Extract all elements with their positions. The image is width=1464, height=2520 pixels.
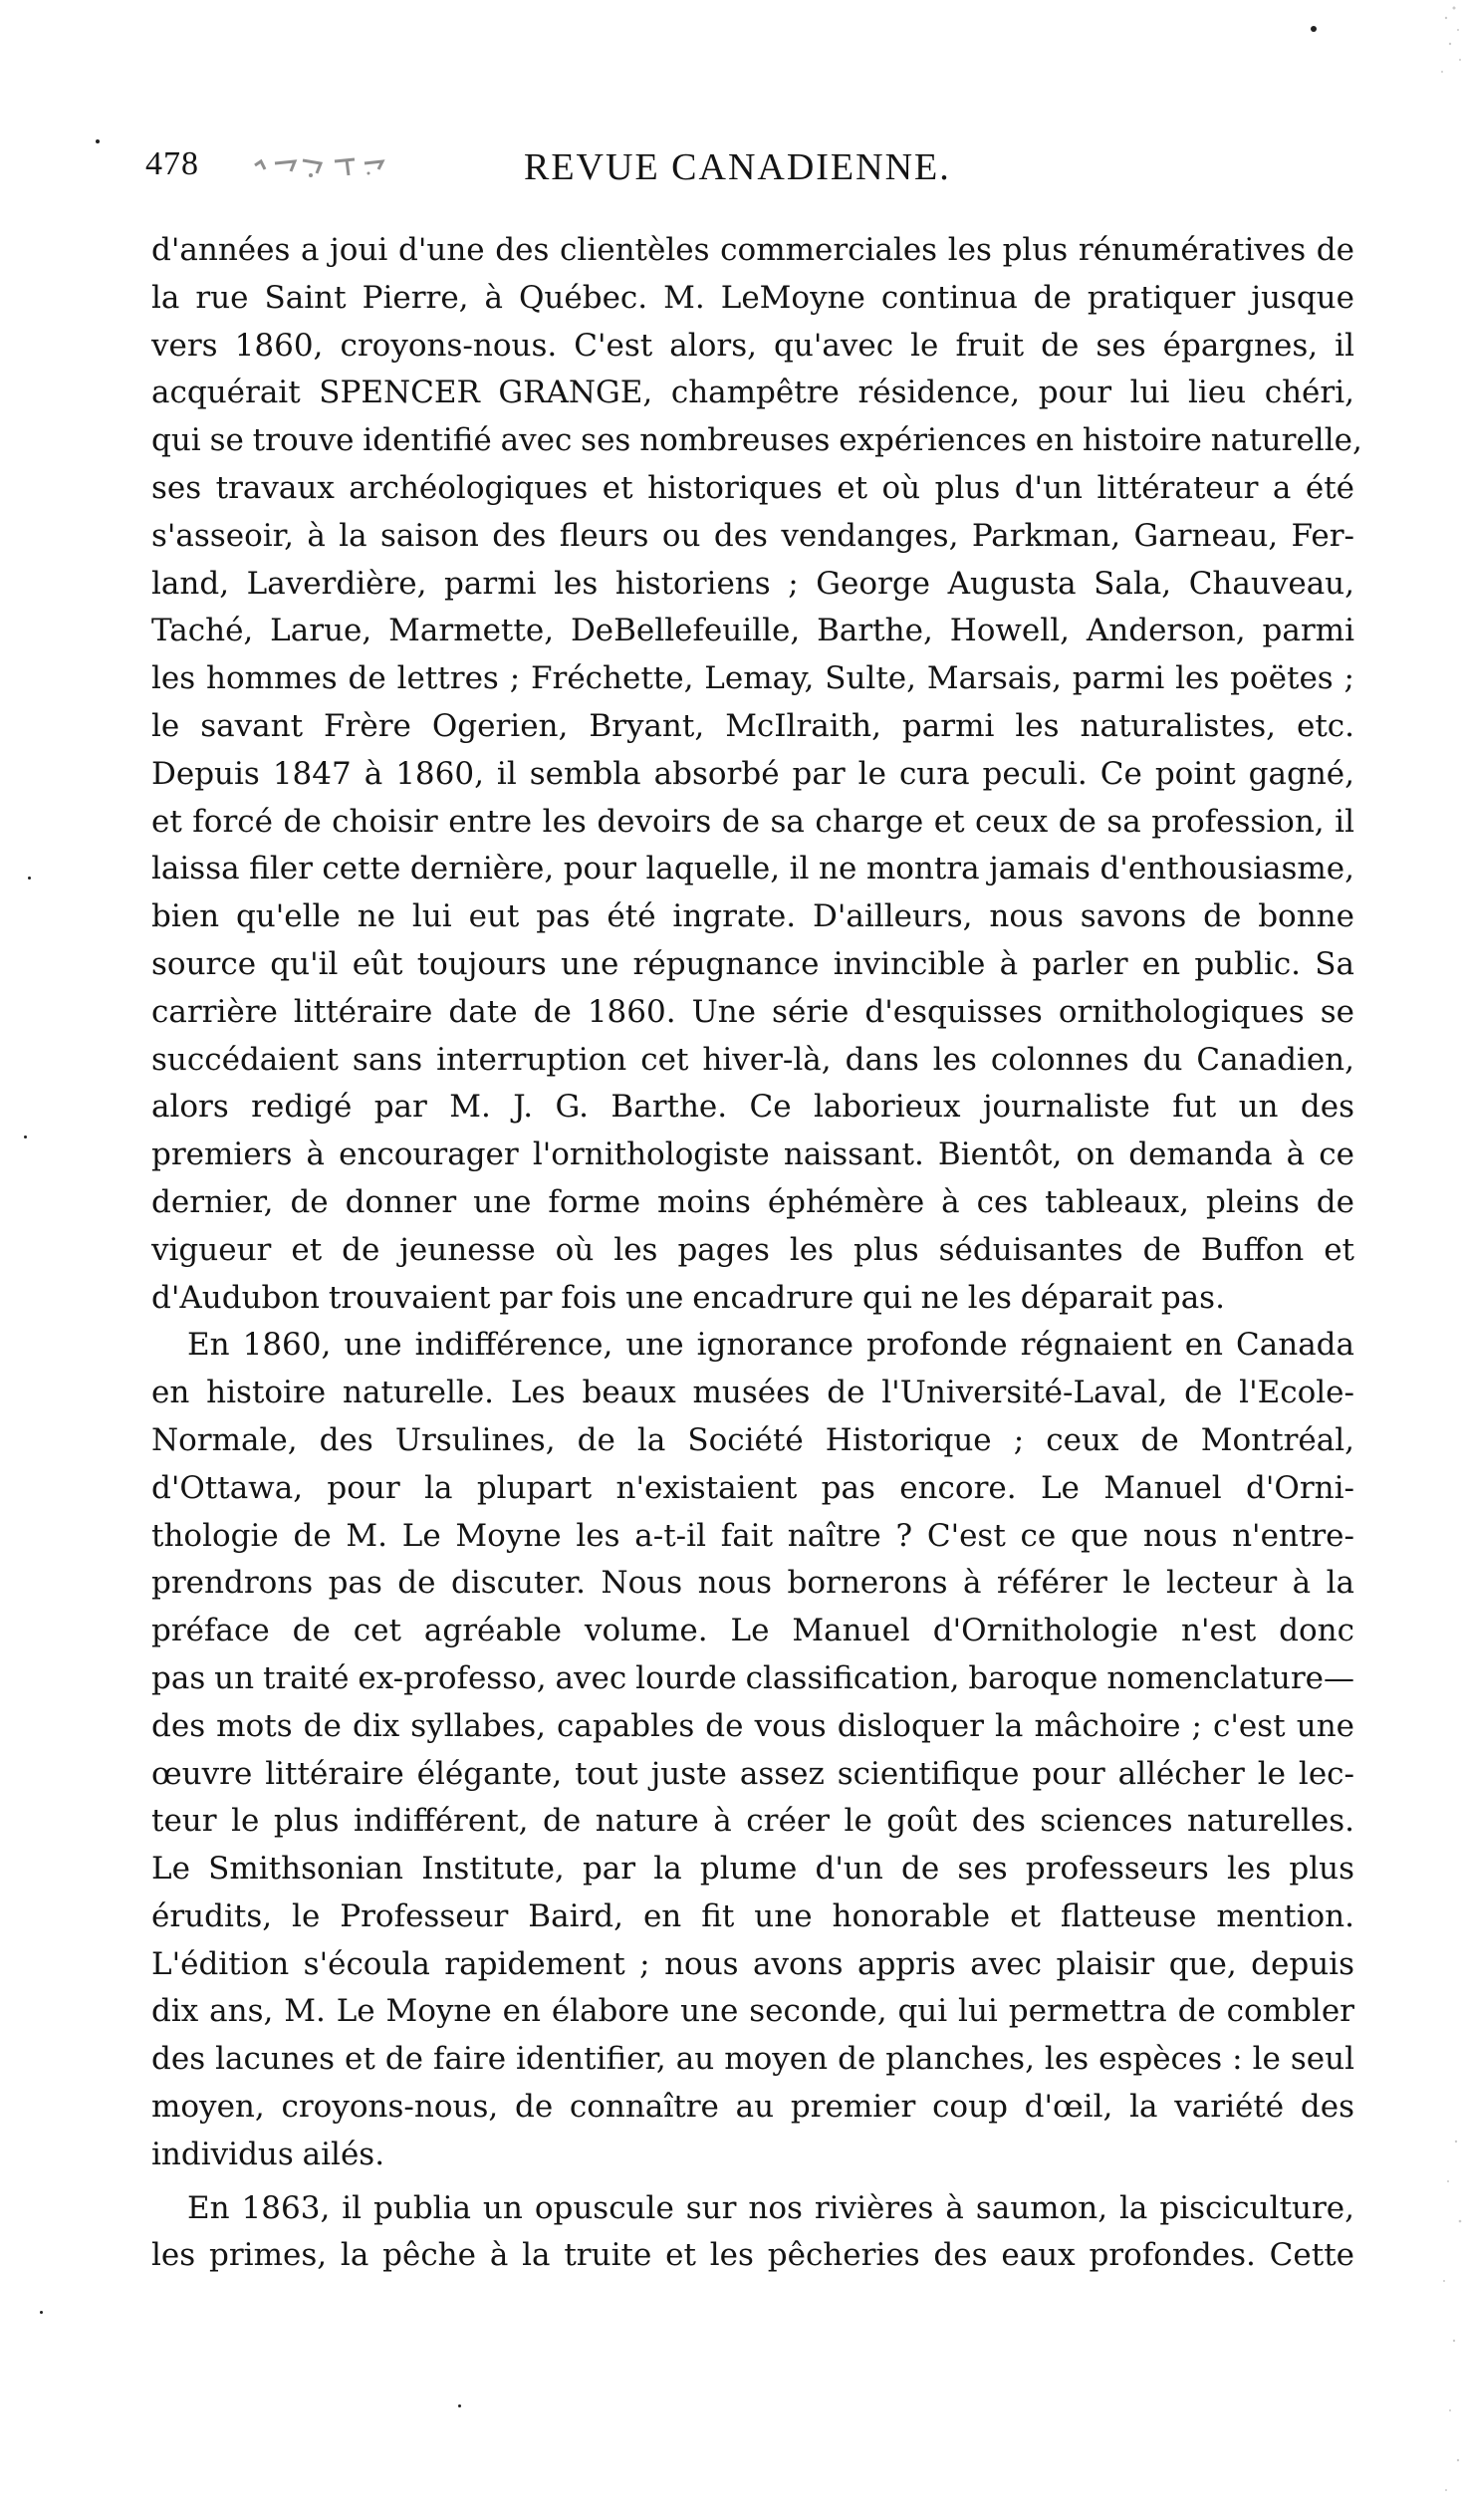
page-header [145, 145, 1370, 195]
text-line: d'années a joui d'une des clientèles commerciales les plus rénumératives de [151, 232, 1354, 268]
ink-smudge-mark [251, 151, 400, 179]
text-line: ses travaux archéologiques et historiques et où plus d'un littérateur a été [151, 469, 1354, 506]
text-line: succédaient sans interruption cet hiver-là, dans les colonnes du Canadien, [151, 1041, 1354, 1078]
text-line: érudits, le Professeur Baird, en fit une honorable et flatteuse mention. [151, 1897, 1354, 1934]
text-line: Le Smithsonian Institute, par la plume d'un de ses professeurs les plus [151, 1851, 1354, 1888]
speck-mark [458, 2404, 461, 2407]
text-line: carrière littéraire date de 1860. Une série d'esquisses ornithologiques se [151, 993, 1354, 1030]
text-line: Depuis 1847 à 1860, il sembla absorbé par le cura peculi. Ce point gagné, [151, 755, 1354, 792]
text-line: land, Laverdière, parmi les historiens ; George Augusta Sala, Chauveau, [151, 565, 1354, 602]
running-title: REVUE CANADIENNE. [524, 146, 951, 188]
text-line: des lacunes et de faire identifier, au moyen de planches, les espèces : le seul [151, 2041, 1354, 2078]
text-line: prendrons pas de discuter. Nous nous bornerons à référer le lecteur à la [151, 1565, 1354, 1602]
text-line: dernier, de donner une forme moins éphémère à ces tableaux, pleins de [151, 1183, 1354, 1220]
paragraph [151, 227, 1362, 1322]
text-line: vers 1860, croyons-nous. C'est alors, qu'avec le fruit de ses épargnes, il [151, 327, 1354, 364]
text-line: bien qu'elle ne lui eut pas été ingrate. D'ailleurs, nous savons de bonne [151, 898, 1354, 935]
text-line: œuvre littéraire élégante, tout juste assez scientifique pour allécher le lec- [151, 1755, 1354, 1792]
text-line: des mots de dix syllabes, capables de vous disloquer la mâchoire ; c'est une [151, 1707, 1354, 1744]
text-line: d'Audubon trouvaient par fois une encadrure qui ne les déparait pas. [151, 1279, 1225, 1316]
text-line: pas un traité ex-professo, avec lourde classification, baroque nomenclature— [151, 1659, 1354, 1696]
text-line: Normale, des Ursulines, de la Société Historique ; ceux de Montréal, [151, 1421, 1354, 1458]
speck-mark [28, 877, 31, 880]
paragraph [151, 2185, 1354, 2281]
text-line: qui se trouve identifié avec ses nombreuses expériences en histoire naturelle, [151, 422, 1362, 459]
text-line: thologie de M. Le Moyne les a-t-il fait naître ? C'est ce que nous n'entre- [151, 1517, 1354, 1554]
text-line: individus ailés. [151, 2136, 385, 2172]
text-line: les primes, la pêche à la truite et les pêcheries des eaux profondes. Cette [151, 2237, 1354, 2274]
text-line: dix ans, M. Le Moyne en élabore une seconde, qui lui permettra de combler [151, 1993, 1354, 2030]
text-line: la rue Saint Pierre, à Québec. M. LeMoyne continua de pratiquer jusque [151, 279, 1354, 316]
text-line: d'Ottawa, pour la plupart n'existaient pas encore. Le Manuel d'Orni- [151, 1469, 1354, 1506]
text-line: teur le plus indifférent, de nature à créer le goût des sciences naturelles. [151, 1803, 1354, 1840]
speck-mark [24, 1135, 27, 1138]
text-line: Taché, Larue, Marmette, DeBellefeuille, Barthe, Howell, Anderson, parmi [151, 613, 1354, 649]
text-line: acquérait SPENCER GRANGE, champêtre résidence, pour lui lieu chéri, [151, 375, 1354, 411]
text-line: vigueur et de jeunesse où les pages les plus séduisantes de Buffon et [151, 1231, 1354, 1268]
text-line: préface de cet agréable volume. Le Manuel d'Ornithologie n'est donc [151, 1613, 1354, 1649]
text-line: L'édition s'écoula rapidement ; nous avons appris avec plaisir que, depuis [151, 1945, 1354, 1982]
page-number: 478 [145, 145, 199, 182]
body-text [151, 227, 1362, 2280]
text-line: alors redigé par M. J. G. Barthe. Ce laborieux journaliste fut un des [151, 1089, 1354, 1126]
paragraph [151, 1322, 1354, 2178]
text-line: en histoire naturelle. Les beaux musées de l'Université-Laval, de l'Ecole- [151, 1375, 1354, 1411]
text-line: premiers à encourager l'ornithologiste naissant. Bientôt, on demanda à ce [151, 1136, 1354, 1173]
text-line: moyen, croyons-nous, de connaître au premier coup d'œil, la variété des [151, 2089, 1354, 2126]
speck-mark [96, 139, 100, 143]
text-line: En 1863, il publia un opuscule sur nos rivières à saumon, la pisciculture, [187, 2189, 1354, 2226]
speck-mark [40, 2311, 43, 2314]
speck-mark [1311, 26, 1317, 32]
text-line: laissa filer cette dernière, pour laquelle, il ne montra jamais d'enthousiasme, [151, 851, 1354, 887]
text-line: s'asseoir, à la saison des fleurs ou des vendanges, Parkman, Garneau, Fer- [151, 517, 1354, 554]
text-line: et forcé de choisir entre les devoirs de sa charge et ceux de sa profession, il [151, 803, 1354, 840]
scan-edge-noise [1424, 0, 1464, 2520]
text-line: le savant Frère Ogerien, Bryant, McIlraith, parmi les naturalistes, etc. [151, 707, 1354, 744]
text-line: source qu'il eût toujours une répugnance invincible à parler en public. Sa [151, 945, 1354, 982]
text-line: les hommes de lettres ; Fréchette, Lemay, Sulte, Marsais, parmi les poëtes ; [151, 660, 1354, 697]
text-line: En 1860, une indifférence, une ignorance profonde régnaient en Canada [187, 1327, 1354, 1364]
